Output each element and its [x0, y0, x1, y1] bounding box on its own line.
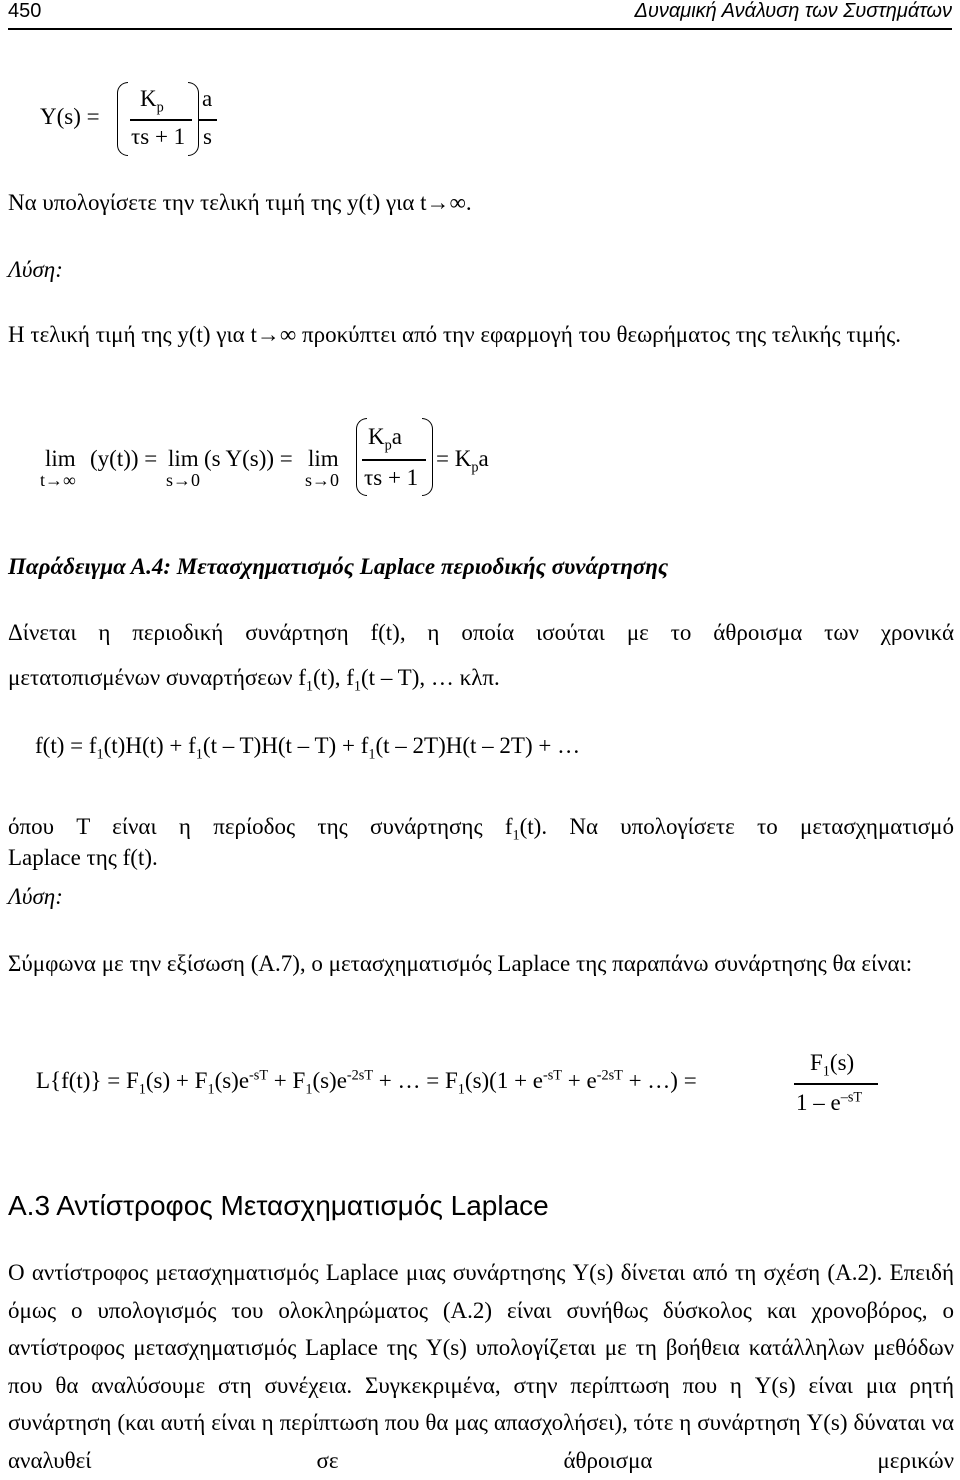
- equation-periodic-sum: $f(t) = f_1(t)H(t) + f_1(t - T)H(t - T) + f_1(t - 2T)H(t - 2T)$ + …: [35, 733, 581, 763]
- eq1-den2: s: [203, 124, 212, 149]
- eq2-lim1: lim: [45, 446, 76, 471]
- solution-label-1: Λύση:: [8, 257, 63, 282]
- section-paragraph: Ο αντίστροφος μετασχηματισμός Laplace μιας συνάρτησης Y(s) δίνεται από τη σχέση (Α.2). Επειδή όμως ο υπολογισμός του ολοκληρώματος (Α.2) είναι συνήθως δύσκολος και χρονοβόρος, ο αντίστροφος μετασχηματισμός Laplace της Y(s) υπολογίζεται με τη βοήθεια κατάλληλων μεθόδων που θα αναλύσουμε στη συνέχεια. Συγκεκριμένα, στην περίπτωση που η Y(s) είναι μια ρητή συνάρτηση (και αυτή είναι η περίπτωση που θα μας απασχολήσει), τότε η συνάρτηση Y(s) δύναται να αναλυθεί σε άθροισμα μερικών: [8, 1260, 955, 1473]
- page-number: 450: [8, 0, 42, 22]
- eq2-term1: (y(t)) =: [90, 446, 158, 471]
- eq1-num2: a: [202, 86, 213, 111]
- example-title: Παράδειγμα Α.4: Μετασχηματισμός Laplace περιοδικής συνάρτησης: [8, 554, 669, 579]
- eq4-frac-bar: [794, 1083, 878, 1085]
- eq1-frac2-bar: [199, 119, 217, 121]
- period-line1: όπου T είναι η περίοδος της συνάρτησης $f_1(t)$. Να υπολογίσετε το μετασχηματισμό: [8, 814, 954, 844]
- eq2-term2: (s Y(s)) =: [204, 446, 293, 471]
- question-text: Να υπολογίσετε την τελική τιμή της y(t) για t→∞.: [8, 190, 472, 215]
- eq1-right-paren: [188, 82, 199, 156]
- section-heading: Α.3 Αντίστροφος Μετασχηματισμός Laplace: [8, 1190, 549, 1221]
- eq2-frac-bar: [362, 459, 426, 461]
- eq2-lim3-sub: s→0: [305, 470, 340, 490]
- eq4-frac-num: $F_1(s)$: [810, 1050, 855, 1080]
- laplace-paragraph: Σύμφωνα με την εξίσωση (Α.7), ο μετασχηματισμός Laplace της παραπάνω συνάρτησης θα είναι:: [8, 951, 913, 976]
- eq1-den1: τs + 1: [131, 124, 186, 149]
- example-desc-line1: Δίνεται η περιοδική συνάρτηση f(t), η οποία ισούται με το άθροισμα των χρονικά: [8, 620, 954, 645]
- eq2-right-paren: [422, 418, 433, 496]
- example-desc-line2: μετατοπισμένων συναρτήσεων $f_1(t)$, $f_1(t - T)$, … κλπ.: [8, 665, 500, 695]
- header-rule: [8, 28, 952, 30]
- period-line2: Laplace της f(t).: [8, 845, 158, 870]
- eq2-lim2: lim: [168, 446, 199, 471]
- eq2-rhs: = $K_pa$: [436, 446, 489, 476]
- running-title: Δυναμική Ανάλυση των Συστημάτων: [634, 0, 952, 22]
- eq1-num1: $K_p$: [140, 86, 164, 116]
- eq2-lim3: lim: [308, 446, 339, 471]
- final-value-paragraph: Η τελική τιμή της y(t) για t→∞ προκύπτει από την εφαρμογή του θεωρήματος της τελικής τιμής.: [8, 322, 901, 347]
- solution-label-2: Λύση:: [8, 884, 63, 909]
- eq4-series: $L\{f(t)\} = F_1(s) + F_1(s)e^{-sT} + F_1(s)e^{-2sT}$ + … = $F_1(s)(1 + e^{-sT} + e^{-2sT}$ + …) =: [36, 1067, 697, 1098]
- eq2-den: τs + 1: [364, 465, 419, 490]
- eq1-lhs: Y(s) =: [40, 104, 100, 129]
- eq2-num: $K_pa$: [368, 424, 402, 454]
- eq1-frac1-bar: [130, 119, 192, 121]
- eq2-lim2-sub: s→0: [166, 470, 201, 490]
- eq2-lim1-sub: t→∞: [40, 470, 76, 490]
- eq4-frac-den: $1 - e^{-sT}$: [796, 1089, 863, 1115]
- eq1-left-paren: [117, 82, 128, 156]
